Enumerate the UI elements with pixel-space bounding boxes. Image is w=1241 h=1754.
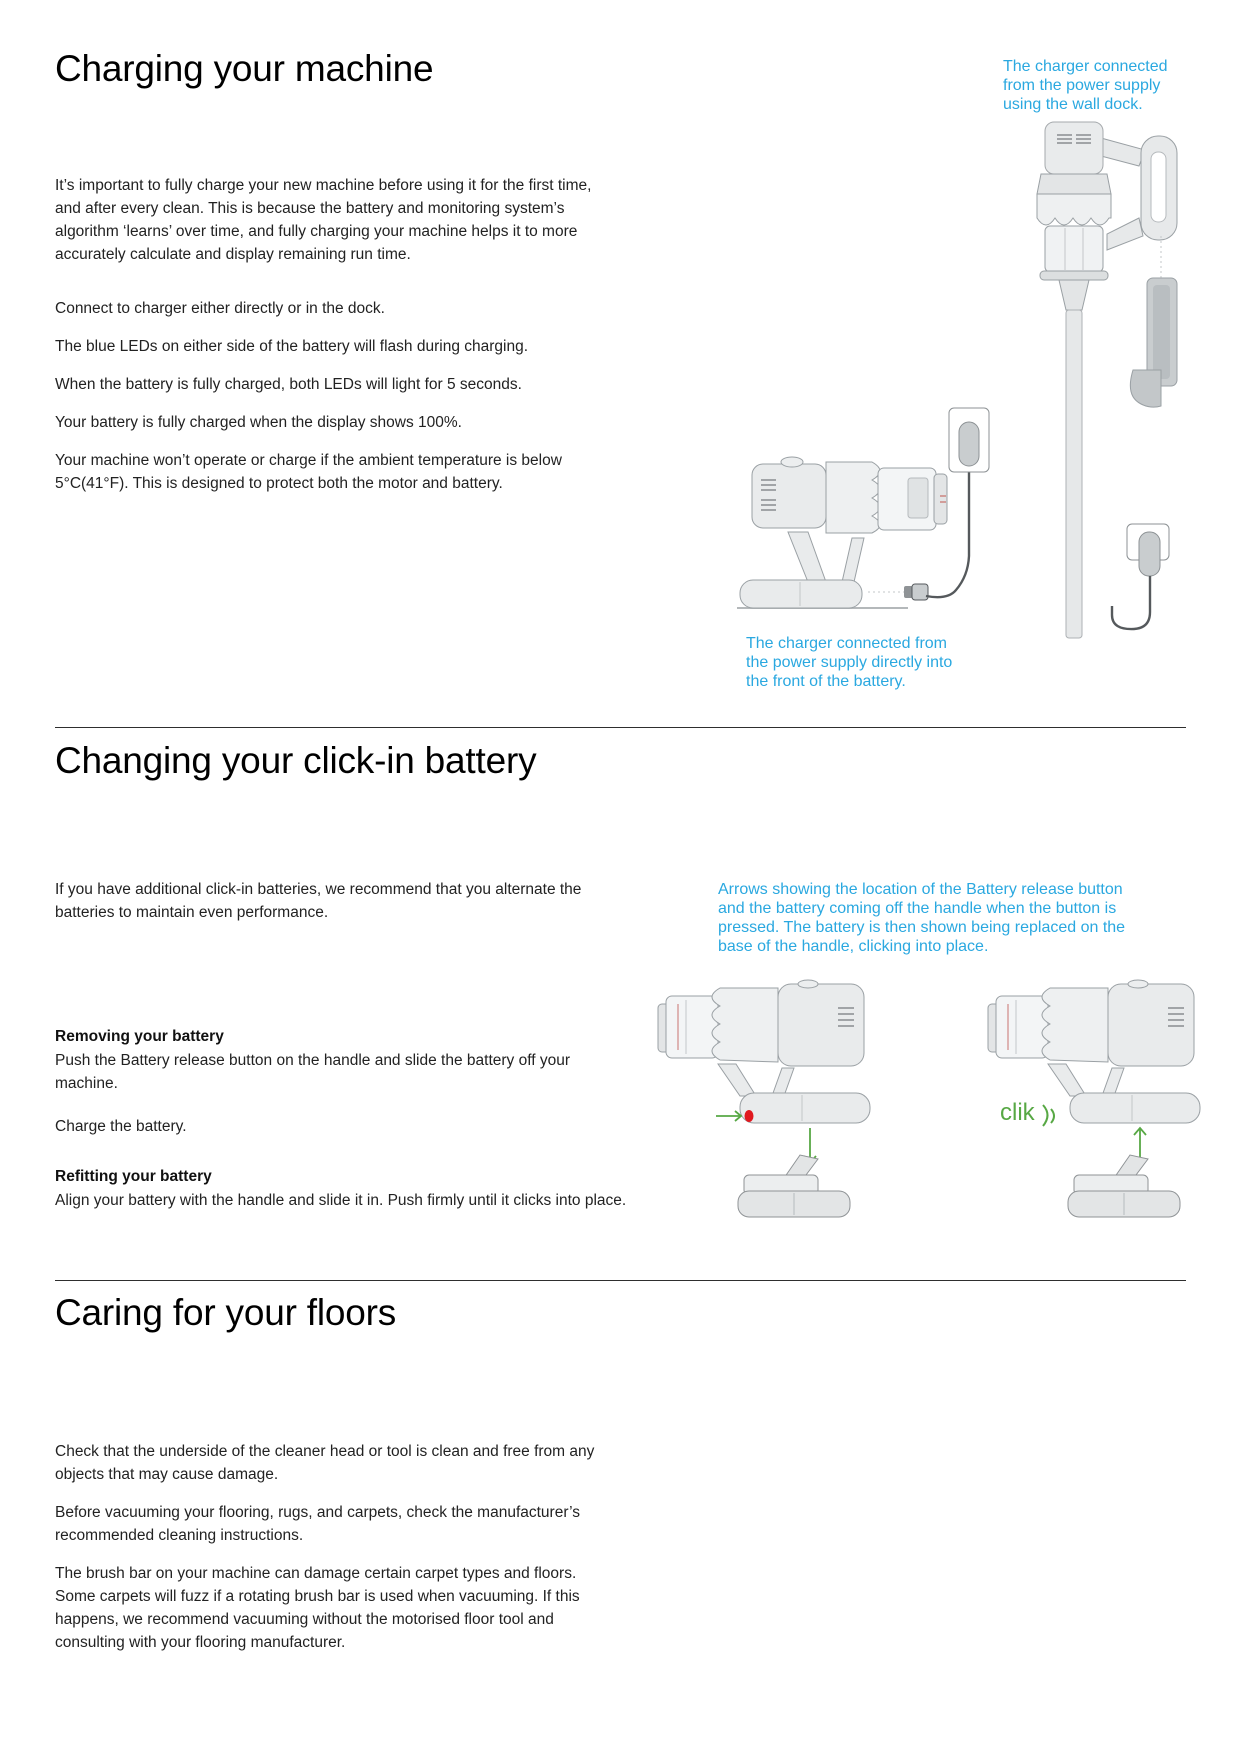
clik-label: clik	[1000, 1099, 1035, 1126]
removing-heading: Removing your battery	[55, 1028, 224, 1045]
handheld-cyclone	[1042, 988, 1108, 1062]
charger-plug	[1139, 532, 1160, 576]
removing-body: Push the Battery release button on the handle and slide the battery off your machine.	[55, 1052, 571, 1092]
stick-cyclone	[1037, 194, 1111, 225]
charging-paragraph: Connect to charger either directly or in the dock.	[55, 300, 385, 317]
floors-paragraph: The brush bar on your machine can damage certain carpet types and floors. Some carpets will fuzz if a rotating brush bar is used when vacuuming. If this happens, we recommend vacuuming without the motorised floor tool and consulting with your flooring manufacturer.	[55, 1565, 580, 1651]
charging-paragraph: Your machine won’t operate or charge if the ambient temperature is below 5°C(41°F). This is designed to protect both the motor and battery.	[55, 452, 562, 492]
charger-cable	[1112, 576, 1150, 629]
charger-plug	[959, 422, 979, 466]
handheld-cyclone	[712, 988, 778, 1062]
caption-battery-arrows: Arrows showing the location of the Battery release button and the battery coming off the handle when the button is pressed. The battery is then shown being replaced on the base of the handle, clicking into place.	[718, 881, 1126, 955]
wall-dock-cradle	[1130, 370, 1161, 407]
handheld-battery-base	[740, 1093, 870, 1123]
charging-paragraph: The blue LEDs on either side of the battery will flash during charging.	[55, 338, 529, 355]
handheld-motor	[778, 984, 864, 1066]
section-divider	[55, 1280, 1186, 1281]
detached-battery	[1068, 1155, 1180, 1217]
charge-note: Charge the battery.	[55, 1118, 187, 1135]
handheld-battery-base	[740, 580, 862, 608]
illustration-handheld-charger	[640, 350, 1000, 616]
floors-paragraph: Before vacuuming your flooring, rugs, and carpets, check the manufacturer’s recommended cleaning instructions.	[55, 1504, 580, 1544]
battery-release-button-dot	[745, 1110, 754, 1122]
handheld-motor	[1108, 984, 1194, 1066]
battery-release-arrow-icon	[716, 1111, 741, 1121]
handheld-handle	[1048, 1064, 1086, 1096]
handheld-handle	[788, 532, 826, 582]
illustration-remove-battery	[656, 976, 886, 1228]
charging-paragraphs	[55, 297, 620, 495]
charging-intro: It’s important to fully charge your new machine before using it for the first time, and after every clean. This is because the battery and monitoring system’s algorithm ‘learns’ over time, and fully charging your machine helps it to more accurately calculate and display remaining run time.	[55, 177, 592, 263]
charging-paragraph: Your battery is fully charged when the display shows 100%.	[55, 414, 462, 431]
handheld-bin	[996, 996, 1048, 1058]
refitting-body: Align your battery with the handle and slide it in. Push firmly until it clicks into place.	[55, 1192, 627, 1209]
caption-direct-battery: The charger connected from the power supply directly into the front of the battery.	[746, 635, 953, 690]
charging-title: Charging your machine	[55, 48, 434, 89]
floors-title: Caring for your floors	[55, 1292, 397, 1333]
refitting-heading: Refitting your battery	[55, 1168, 212, 1185]
caption-wall-dock: The charger connected from the power supply using the wall dock.	[1003, 58, 1168, 113]
stick-motor-head	[1045, 122, 1103, 174]
floors-paragraph: Check that the underside of the cleaner head or tool is clean and free from any objects that may cause damage.	[55, 1443, 595, 1483]
battery-intro: If you have additional click-in batteries, we recommend that you alternate the batteries to maintain even performance.	[55, 881, 582, 921]
clik-callout	[1000, 1101, 1057, 1129]
handheld-motor	[752, 464, 826, 528]
handheld-battery-base	[1070, 1093, 1200, 1123]
handheld-bin	[666, 996, 718, 1058]
stick-wand	[1066, 310, 1082, 638]
detached-battery	[738, 1155, 850, 1217]
charging-paragraph: When the battery is fully charged, both LEDs will light for 5 seconds.	[55, 376, 522, 393]
handheld-handle	[718, 1064, 756, 1096]
battery-title: Changing your click-in battery	[55, 740, 537, 781]
section-divider	[55, 727, 1186, 728]
stick-bin	[1045, 226, 1103, 272]
floors-paragraphs	[55, 1440, 620, 1654]
handheld-cyclone	[826, 462, 880, 533]
clik-sound-icon	[1039, 1101, 1057, 1129]
